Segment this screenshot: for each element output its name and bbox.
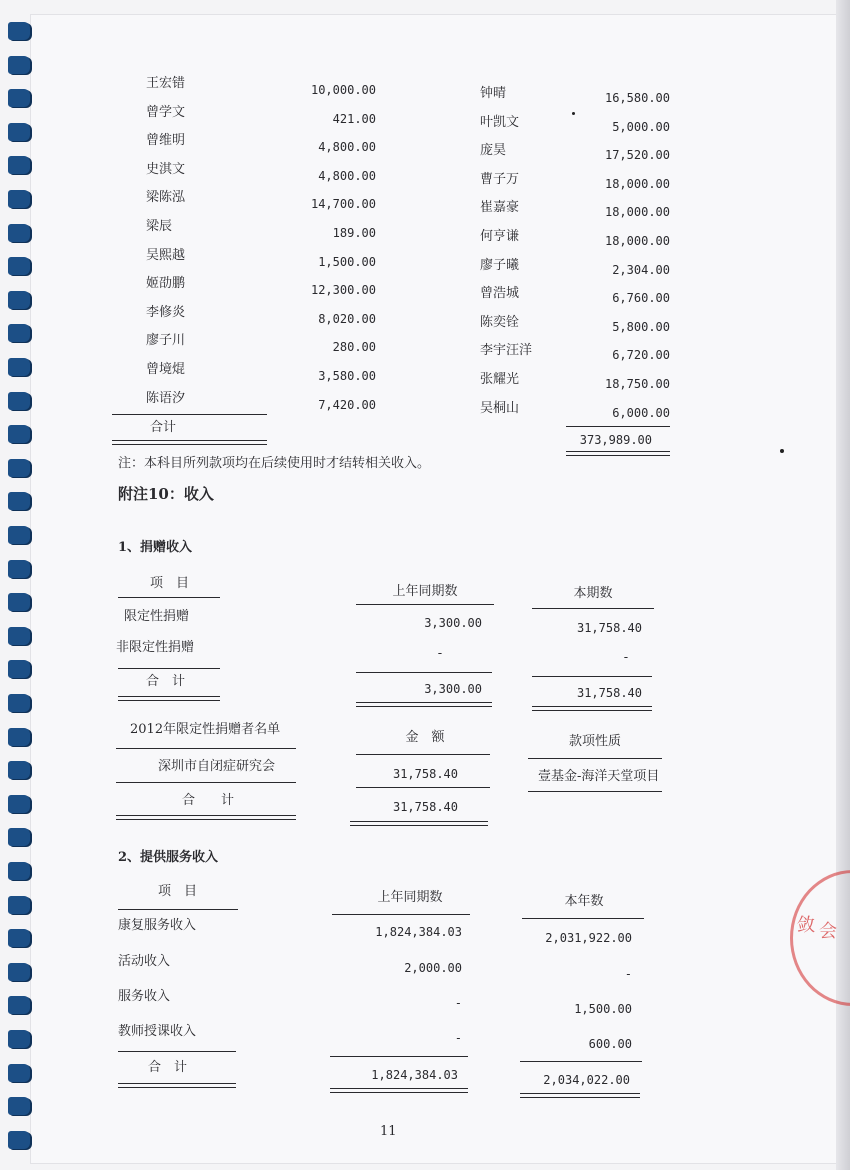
donor-amount: 8,020.00 xyxy=(318,311,376,326)
donor-amount: 2,304.00 xyxy=(612,262,670,277)
donor-amount: 3,580.00 xyxy=(318,369,376,383)
double-rule xyxy=(330,1088,468,1093)
donor-name: 梁陈泓 xyxy=(146,190,186,206)
service-row-prev: - xyxy=(454,996,462,1010)
binding-ring xyxy=(8,660,30,678)
donor-amount: 12,300.00 xyxy=(310,283,376,298)
service-total-prev: 1,824,384.03 xyxy=(371,1068,458,1082)
service-row-item: 康复服务收入 xyxy=(118,918,197,933)
binding-ring xyxy=(8,224,30,242)
binding-ring xyxy=(8,1064,30,1082)
donor-name: 王宏错 xyxy=(146,76,186,91)
rule xyxy=(356,604,494,605)
binding-ring xyxy=(8,492,30,510)
binding-ring xyxy=(8,291,30,309)
donation-total-curr: 31,758.40 xyxy=(576,686,642,700)
service-row-item: 活动收入 xyxy=(118,954,171,969)
donor-name: 钟晴 xyxy=(480,86,507,101)
rule xyxy=(356,787,490,788)
double-rule xyxy=(116,815,296,820)
donation-row-prev: - xyxy=(437,646,443,661)
rule xyxy=(332,914,470,915)
spiral-binding xyxy=(0,0,44,1170)
donor-list-header-amount: 金 额 xyxy=(405,730,445,745)
binding-ring xyxy=(8,190,30,208)
binding-ring xyxy=(8,89,30,107)
rule xyxy=(356,672,492,673)
service-row-curr: 2,031,922.00 xyxy=(545,931,632,945)
donor-name: 张耀光 xyxy=(480,372,520,387)
header-prev: 上年同期数 xyxy=(392,584,458,599)
donor-list-header-nature: 款项性质 xyxy=(568,734,621,749)
donor-amount: 18,750.00 xyxy=(604,377,670,391)
donor-amount: 5,800.00 xyxy=(612,319,670,334)
donor-name: 吴熙越 xyxy=(146,247,186,263)
binding-ring xyxy=(8,828,30,846)
donor-name: 吴桐山 xyxy=(480,400,520,416)
binding-ring xyxy=(8,358,30,376)
donor-list-header-name: 2012年限定性捐赠者名单 xyxy=(130,722,281,737)
service-row-prev: 1,824,384.03 xyxy=(375,925,462,939)
donor-list-nature: 壹基金-海洋天堂项目 xyxy=(538,769,660,784)
header-curr: 本年数 xyxy=(564,894,604,909)
donor-list-name: 深圳市自闭症研究会 xyxy=(158,759,276,774)
donor-name: 陈奕铨 xyxy=(480,314,520,330)
donation-row-item: 非限定性捐赠 xyxy=(116,640,195,655)
donor-amount: 4,800.00 xyxy=(318,140,376,155)
service-total-curr: 2,034,022.00 xyxy=(543,1073,630,1087)
rule xyxy=(528,791,662,792)
section-title: 附注10：收入 xyxy=(118,485,214,503)
header-item: 项 目 xyxy=(158,884,198,899)
binding-ring xyxy=(8,1131,30,1149)
header-prev: 上年同期数 xyxy=(377,890,443,905)
binding-ring xyxy=(8,694,30,712)
double-rule xyxy=(350,821,488,826)
double-rule xyxy=(566,451,670,456)
donor-amount: 6,720.00 xyxy=(612,348,670,363)
binding-ring xyxy=(8,324,30,342)
donor-amount: 421.00 xyxy=(332,111,376,126)
service-total-label: 合 计 xyxy=(148,1060,188,1075)
double-rule xyxy=(532,706,652,711)
double-rule xyxy=(118,696,220,701)
binding-ring xyxy=(8,392,30,410)
note-text: 注：本科目所列款项均在后续使用时才结转相关收入。 xyxy=(118,456,431,471)
service-row-item: 服务收入 xyxy=(118,989,171,1004)
donor-name: 史淇文 xyxy=(146,161,186,177)
donor-name: 崔嘉豪 xyxy=(480,200,520,216)
donor-list-total-amount: 31,758.40 xyxy=(392,800,458,814)
donation-row-curr: 31,758.40 xyxy=(576,621,642,635)
donor-amount: 189.00 xyxy=(332,226,376,240)
rule xyxy=(118,909,238,910)
binding-ring xyxy=(8,56,30,74)
donor-name: 廖子曦 xyxy=(480,257,520,273)
binding-ring xyxy=(8,1097,30,1115)
binding-ring xyxy=(8,963,30,981)
rule xyxy=(116,782,296,783)
binding-ring xyxy=(8,22,30,40)
donor-amount: 4,800.00 xyxy=(318,168,376,183)
service-row-item: 教师授课收入 xyxy=(118,1024,197,1039)
rule xyxy=(118,597,220,598)
binding-ring xyxy=(8,257,30,275)
donation-title: 1、捐赠收入 xyxy=(118,540,193,555)
donor-name: 李宇汪洋 xyxy=(480,343,533,359)
binding-ring xyxy=(8,425,30,443)
donor-name: 廖子川 xyxy=(146,333,186,349)
donation-row-prev: 3,300.00 xyxy=(424,616,482,630)
service-row-curr: - xyxy=(624,967,632,981)
binding-ring xyxy=(8,526,30,544)
donation-row-item: 限定性捐赠 xyxy=(124,609,190,624)
rule xyxy=(330,1056,468,1057)
binding-ring xyxy=(8,627,30,645)
binding-ring xyxy=(8,862,30,880)
binding-ring xyxy=(8,728,30,746)
donor-name: 李修炎 xyxy=(146,304,186,320)
red-seal-stamp: 敛 会 xyxy=(790,870,850,1006)
donor-amount: 10,000.00 xyxy=(310,83,376,97)
donor-amount: 6,760.00 xyxy=(612,291,670,306)
donor-name: 曹子万 xyxy=(480,171,520,187)
donor-amount: 1,500.00 xyxy=(318,254,376,269)
binding-ring xyxy=(8,896,30,914)
rule xyxy=(356,754,490,755)
donor-amount: 7,420.00 xyxy=(318,397,376,412)
donor-amount: 6,000.00 xyxy=(612,405,670,420)
donor-amount: 280.00 xyxy=(332,340,376,355)
double-rule xyxy=(112,440,267,445)
double-rule xyxy=(520,1093,640,1098)
service-title: 2、提供服务收入 xyxy=(118,850,219,865)
rule xyxy=(528,758,662,759)
donor-amount: 18,000.00 xyxy=(604,176,670,191)
header-item: 项 目 xyxy=(150,576,190,591)
donation-total-prev: 3,300.00 xyxy=(424,682,482,696)
binding-ring xyxy=(8,1030,30,1048)
donor-name: 曾境焜 xyxy=(146,362,186,377)
donor-name: 何亨谦 xyxy=(480,229,520,244)
rule xyxy=(532,676,652,677)
binding-ring xyxy=(8,156,30,174)
double-rule xyxy=(118,1083,236,1088)
donation-total-label: 合 计 xyxy=(146,674,186,689)
rule xyxy=(566,426,670,427)
donor-amount: 5,000.00 xyxy=(612,119,670,134)
donor-total-value: 373,989.00 xyxy=(579,433,652,447)
donor-name: 曾浩城 xyxy=(480,286,520,302)
page-number: 11 xyxy=(380,1124,397,1139)
donor-name: 叶凯文 xyxy=(480,114,520,130)
donor-amount: 17,520.00 xyxy=(604,148,670,163)
binding-ring xyxy=(8,929,30,947)
donor-name: 曾维明 xyxy=(146,133,186,149)
header-curr: 本期数 xyxy=(573,586,613,601)
donation-row-curr: - xyxy=(623,650,629,665)
donor-name: 庞昊 xyxy=(480,143,507,159)
rule xyxy=(532,608,654,609)
binding-ring xyxy=(8,761,30,779)
rule xyxy=(112,414,267,415)
rule xyxy=(118,668,220,669)
donor-amount: 14,700.00 xyxy=(310,197,376,212)
service-row-prev: 2,000.00 xyxy=(404,961,462,975)
ink-speck xyxy=(780,449,784,453)
donor-name: 陈语汐 xyxy=(146,390,186,406)
service-row-curr: 600.00 xyxy=(588,1037,632,1051)
binding-ring xyxy=(8,996,30,1014)
donor-amount: 18,000.00 xyxy=(604,205,670,220)
donor-name: 曾学文 xyxy=(146,104,186,120)
donor-name: 姬劭鹏 xyxy=(146,276,186,292)
rule xyxy=(118,1051,236,1052)
binding-ring xyxy=(8,593,30,611)
service-row-curr: 1,500.00 xyxy=(574,1002,632,1016)
rule xyxy=(520,1061,642,1062)
donor-amount: 16,580.00 xyxy=(604,91,670,105)
rule xyxy=(116,748,296,749)
double-rule xyxy=(356,702,492,707)
donor-name: 梁辰 xyxy=(146,219,173,234)
service-row-prev: - xyxy=(454,1031,462,1045)
rule xyxy=(522,918,644,919)
donor-total-label: 合计 xyxy=(150,420,177,435)
binding-ring xyxy=(8,560,30,578)
binding-ring xyxy=(8,795,30,813)
binding-ring xyxy=(8,459,30,477)
ink-speck xyxy=(572,112,575,115)
binding-ring xyxy=(8,123,30,141)
donor-list-total-label: 合 计 xyxy=(182,793,235,808)
donor-amount: 18,000.00 xyxy=(604,234,670,248)
donor-list-amount: 31,758.40 xyxy=(392,767,458,781)
